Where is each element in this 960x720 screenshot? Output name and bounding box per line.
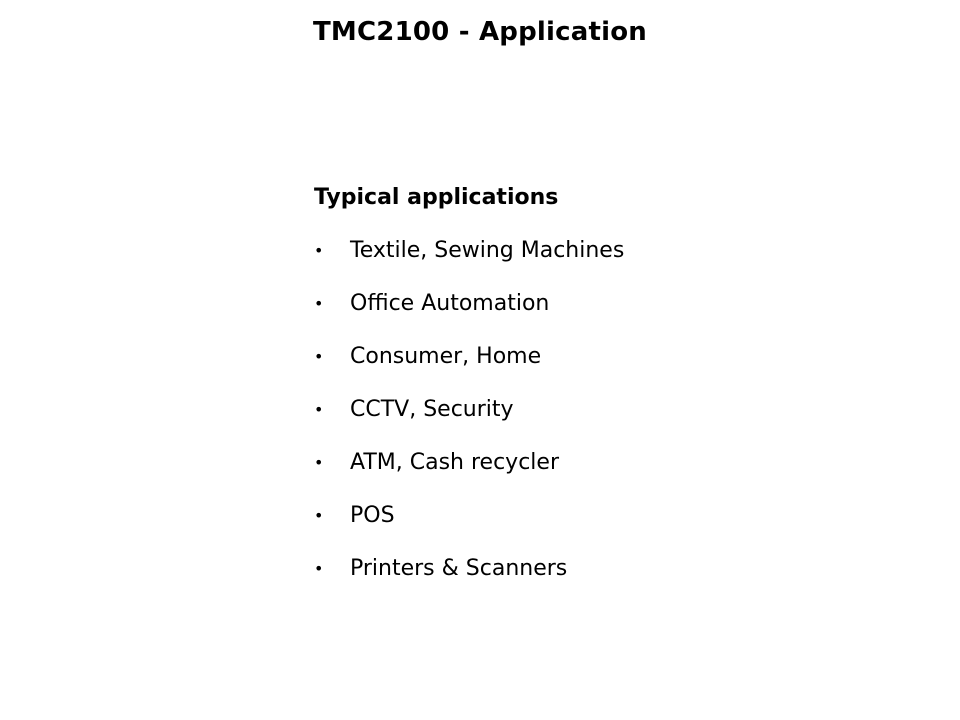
list-item — [314, 551, 914, 604]
list-item-label: Consumer, Home — [350, 344, 542, 369]
bullet-icon: • — [314, 347, 324, 366]
bullet-icon: • — [314, 241, 324, 260]
list-item — [314, 339, 914, 392]
list-item-label: POS — [350, 503, 395, 528]
list-item — [314, 233, 914, 286]
list-item — [314, 392, 914, 445]
bullet-icon: • — [314, 506, 324, 525]
list-item-label: Office Automation — [350, 291, 550, 316]
list-item-label: ATM, Cash recycler — [350, 450, 559, 475]
slide-title: TMC2100 - Application — [313, 17, 647, 47]
list-item — [314, 286, 914, 339]
content-block — [314, 180, 914, 604]
list-item — [314, 445, 914, 498]
bullet-icon: • — [314, 559, 324, 578]
section-heading: Typical applications — [314, 185, 559, 210]
bullet-icon: • — [314, 294, 324, 313]
list-item — [314, 498, 914, 551]
list-item-label: Printers & Scanners — [350, 556, 568, 581]
bullet-icon: • — [314, 400, 324, 419]
application-list — [314, 233, 914, 604]
list-item-label: Textile, Sewing Machines — [350, 238, 625, 263]
list-item-label: CCTV, Security — [350, 397, 514, 422]
bullet-icon: • — [314, 453, 324, 472]
